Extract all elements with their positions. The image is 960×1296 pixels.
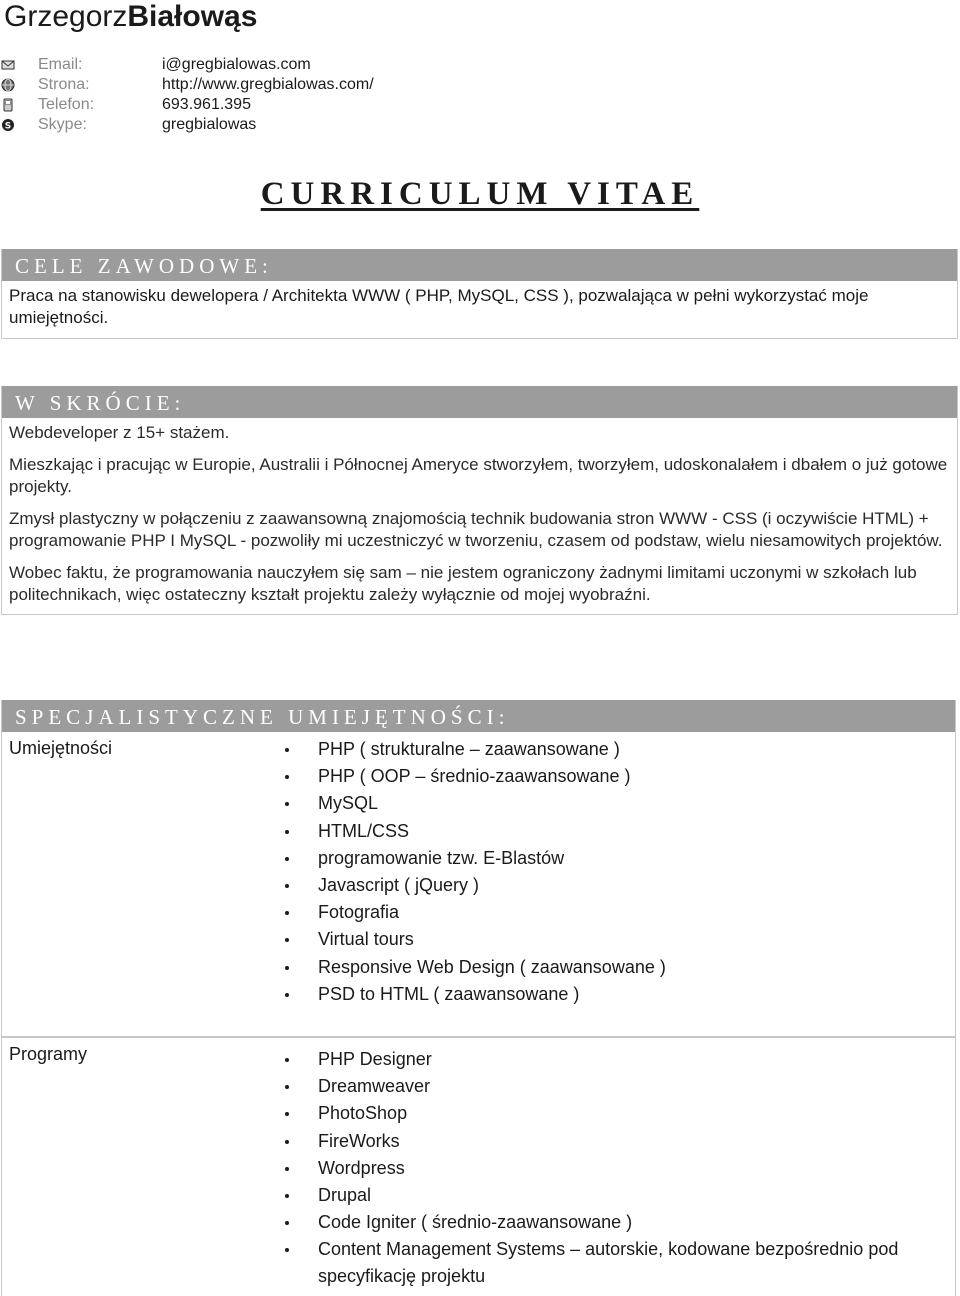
website-value[interactable]: http://www.gregbialowas.com/ — [162, 76, 374, 93]
document-title: CURRICULUM VITAE — [260, 176, 700, 212]
skill-group-programs — [1, 1037, 956, 1296]
phone-value: 693.961.395 — [162, 96, 251, 113]
summary-paragraph: Mieszkając i pracując w Europie, Australii i Północnej Ameryce stworzyłem, tworzyłem, udoskonalałem i dbałem o już gotowe projekty. — [9, 455, 948, 496]
contact-label: Email: — [38, 56, 83, 73]
list-item: Javascript ( jQuery ) — [2, 872, 955, 899]
skills-grid — [1, 732, 956, 1296]
globe-icon — [1, 78, 15, 92]
list-item: Fotografia — [2, 899, 955, 926]
contact-label: Telefon: — [38, 96, 95, 113]
section-body — [2, 281, 957, 338]
section-summary — [1, 386, 958, 615]
list-item: Content Management Systems – autorskie, kodowane bezpośrednio pod specyfikację projektu — [2, 1236, 937, 1290]
first-name: Grzegorz — [4, 0, 128, 33]
contact-label: Strona: — [38, 76, 90, 93]
list-item: Drupal — [2, 1182, 937, 1209]
list-item: PHP ( strukturalne – zaawansowane ) — [2, 736, 955, 763]
list-item: Virtual tours — [2, 926, 955, 953]
skill-group-label: Programy — [9, 1044, 88, 1064]
list-item: Wordpress — [2, 1155, 937, 1182]
skill-list — [2, 732, 955, 1008]
person-name — [4, 0, 257, 34]
list-item: HTML/CSS — [2, 818, 955, 845]
skill-group-abilities — [1, 732, 956, 1037]
email-value[interactable]: i@gregbialowas.com — [162, 56, 311, 73]
skill-list — [2, 1038, 937, 1290]
section-goals — [1, 249, 958, 339]
section-skills — [1, 700, 956, 1296]
section-heading: SPECJALISTYCZNE UMIEJĘTNOŚCI: — [1, 700, 956, 732]
goals-text: Praca na stanowisku dewelopera / Architekta WWW ( PHP, MySQL, CSS ), pozwalająca w pełni wykorzystać moje umiejętności. — [9, 286, 869, 327]
skill-group-label: Umiejętności — [9, 738, 113, 758]
summary-paragraph: Zmysł plastyczny w połączeniu z zaawansowną znajomością technik budowania stron WWW - CSS (i oczywiście HTML) + programowanie PHP I MySQL - pozwoliły mi uczestniczyć w tworzeniu, czasem od podstaw, wielu niesamowitych projektów. — [9, 509, 943, 550]
svg-text:S: S — [4, 121, 12, 132]
list-item: PSD to HTML ( zaawansowane ) — [2, 981, 955, 1008]
summary-paragraph: Wobec faktu, że programowania nauczyłem się sam – nie jestem ograniczony żadnymi limitami uczonymi w szkołach lub politechnikach, więc ostateczny kształt projektu zależy wyłącznie od mojej wyobraźni. — [9, 563, 917, 604]
skype-icon — [1, 118, 15, 132]
phone-icon — [1, 98, 15, 112]
list-item: Code Igniter ( średnio-zaawansowane ) — [2, 1209, 937, 1236]
summary-paragraph: Webdeveloper z 15+ stażem. — [9, 423, 230, 442]
section-heading: W SKRÓCIE: — [2, 386, 957, 418]
list-item: PHP Designer — [2, 1046, 937, 1073]
list-item: PhotoShop — [2, 1100, 937, 1127]
envelope-icon — [1, 58, 15, 72]
list-item: programowanie tzw. E-Blastów — [2, 845, 955, 872]
contact-label: Skype: — [38, 116, 87, 133]
list-item: PHP ( OOP – średnio-zaawansowane ) — [2, 763, 955, 790]
list-item: FireWorks — [2, 1128, 937, 1155]
list-item: Responsive Web Design ( zaawansowane ) — [2, 954, 955, 981]
section-body — [2, 418, 957, 614]
skype-value: gregbialowas — [162, 116, 257, 133]
section-heading: CELE ZAWODOWE: — [2, 249, 957, 281]
list-item: MySQL — [2, 790, 955, 817]
list-item: Dreamweaver — [2, 1073, 937, 1100]
last-name: Białowąs — [127, 0, 258, 33]
